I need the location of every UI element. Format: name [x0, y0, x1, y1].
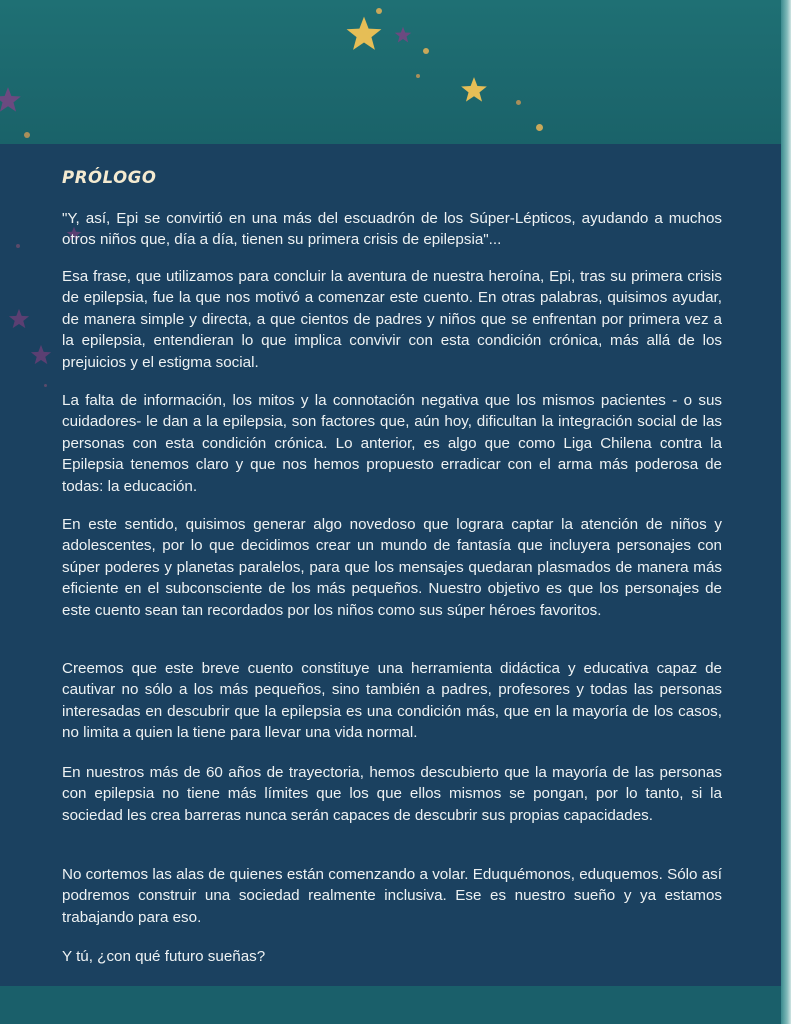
dot-icon — [416, 74, 420, 78]
gold-star-icon — [460, 76, 488, 104]
gold-star-icon — [345, 15, 383, 53]
paragraph-fantasy-world: En este sentido, quisimos generar algo novedoso que lograra captar la atención de niños y adolescentes, por lo que decidimos crear un mundo de fantasía que incluyera personajes con súper poderes y planetas paralelos, para que los mensajes quedaran plasmados de manera más eficiente en el subconsciente de los más pequeños. Nuestro objetivo es que los personajes de este cuento sean tan recordados por los niños como sus súper héroes favoritos. — [62, 516, 722, 619]
dot-icon — [536, 124, 543, 131]
purple-star-icon — [0, 86, 22, 114]
page-edge — [781, 0, 791, 1024]
purple-star-icon — [8, 308, 30, 330]
dot-icon — [24, 132, 30, 138]
dot-icon — [376, 8, 382, 14]
dot-icon — [44, 384, 47, 387]
purple-star-icon — [394, 26, 412, 44]
dot-icon — [516, 100, 521, 105]
page-title: PRÓLOGO — [62, 168, 157, 187]
purple-star-icon — [30, 344, 52, 366]
paragraph-inclusion: No cortemos las alas de quienes están comenzando a volar. Eduquémonos, eduquemos. Sólo así podremos construir una sociedad realmente inclusiva. Ese es nuestro sueño y ya estamos trabajando para eso. — [62, 866, 722, 926]
paragraph-quote: "Y, así, Epi se convirtió en una más del escuadrón de los Súper-Lépticos, ayudando a muchos otros niños que, día a día, tienen su primera crisis de epilepsia"... — [62, 210, 722, 249]
top-decorative-band — [0, 0, 791, 146]
paragraph-motivation: Esa frase, que utilizamos para concluir la aventura de nuestra heroína, Epi, tras su primera crisis de epilepsia, fue la que nos motivó a comenzar este cuento. En otras palabras, quisimos ayudar, de manera simple y directa, a que cientos de padres y niños que se enfrentan por primera vez a la epilepsia, entendieran lo que implica convivir con esta condición crónica, más allá de los prejuicios y el estigma social. — [62, 268, 722, 371]
paragraph-misinformation: La falta de información, los mitos y la connotación negativa que los mismos pacientes - o sus cuidadores- le dan a la epilepsia, son factores que, aún hoy, dificultan la integración social de las personas con esta condición crónica. Lo anterior, es algo que como Liga Chilena contra la Epilepsia tenemos claro y que nos hemos propuesto erradicar con el arma más poderosa de todas: la educación. — [62, 392, 722, 495]
paragraph-trajectory: En nuestros más de 60 años de trayectoria, hemos descubierto que la mayoría de las personas con epilepsia no tiene más límites que los que ellos mismos se pongan, por lo tanto, si la sociedad les crea barreras nunca serán capaces de descubrir sus propias capacidades. — [62, 764, 722, 824]
dot-icon — [423, 48, 429, 54]
bottom-decorative-band — [0, 986, 791, 1024]
dot-icon — [16, 244, 20, 248]
paragraph-didactic-tool: Creemos que este breve cuento constituye una herramienta didáctica y educativa capaz de cautivar no sólo a los más pequeños, sino también a padres, profesores y todas las personas interesadas en descubrir que la epilepsia es una condición más, que en la mayoría de los casos, no limita a quien la tiene para llevar una vida normal. — [62, 660, 722, 742]
paragraph-closing-question: Y tú, ¿con qué futuro sueñas? — [62, 948, 266, 965]
